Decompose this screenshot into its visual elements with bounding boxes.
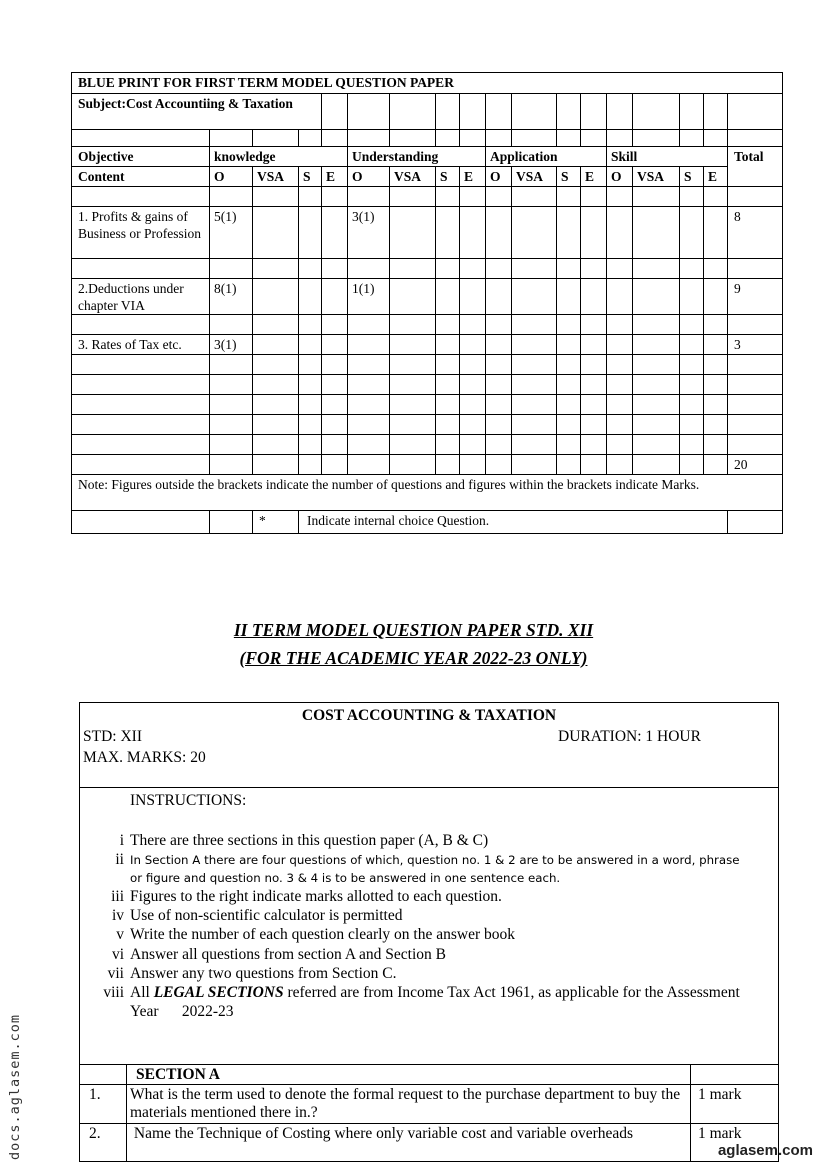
subcol-s: S [299, 167, 322, 187]
topic-name: 1. Profits & gains of Business or Profession [72, 207, 210, 259]
table-row [72, 279, 783, 315]
topic-name: 3. Rates of Tax etc. [72, 335, 210, 355]
instruction-item: vii Answer any two questions from Section C. [107, 965, 397, 982]
understanding-o-cell: 1(1) [348, 279, 390, 315]
question-marks: 1 mark [698, 1125, 742, 1142]
question-text: Name the Technique of Costing where only variable cost and variable overheads [130, 1125, 634, 1142]
grand-total: 20 [728, 455, 783, 475]
note-text: Note: Figures outside the brackets indicate the number of questions and figures within the brackets indicate Marks. [72, 475, 783, 511]
topic-total: 9 [728, 279, 783, 315]
group-knowledge: knowledge [210, 147, 348, 167]
instruction-item: iii Figures to the right indicate marks allotted to each question. [111, 888, 502, 905]
question-number: 1. [89, 1086, 101, 1103]
subject-label: Subject:Cost Accountiing & Taxation [72, 94, 322, 130]
subcol-o: O [607, 167, 633, 187]
legal-sections-emphasis: LEGAL SECTIONS [153, 984, 284, 1001]
total-label: Total [728, 147, 783, 167]
subcol-vsa: VSA [253, 167, 299, 187]
objective-label: Objective [72, 147, 210, 167]
instruction-item-cont: Year 2022-23 [130, 1003, 234, 1020]
subcol-vsa: VSA [633, 167, 680, 187]
instructions-label: INSTRUCTIONS: [130, 792, 247, 809]
blueprint-title: BLUE PRINT FOR FIRST TERM MODEL QUESTION PAPER [72, 73, 783, 94]
subcol-e: E [322, 167, 348, 187]
subcol-o: O [210, 167, 253, 187]
instruction-item: vi Answer all questions from section A and Section B [111, 946, 446, 963]
subcol-s: S [680, 167, 704, 187]
paper-heading-line2: (FOR THE ACADEMIC YEAR 2022-23 ONLY) [239, 648, 588, 668]
knowledge-o-cell: 8(1) [210, 279, 253, 315]
paper-title: COST ACCOUNTING & TAXATION [301, 707, 557, 724]
subcol-s: S [557, 167, 581, 187]
group-understanding: Understanding [348, 147, 486, 167]
subcol-e: E [460, 167, 486, 187]
table-row [72, 335, 783, 355]
subcol-vsa: VSA [512, 167, 557, 187]
choice-text: Indicate internal choice Question. [299, 511, 728, 534]
subcol-s: S [436, 167, 460, 187]
table-row [72, 207, 783, 259]
subcol-e: E [581, 167, 607, 187]
instruction-item: iv Use of non-scientific calculator is permitted [111, 907, 403, 924]
choice-marker: * [253, 511, 299, 534]
instruction-item: ii In Section A there are four questions of which, question no. 1 & 2 are to be answered in a word, phrase [115, 851, 740, 868]
group-skill: Skill [607, 147, 728, 167]
question-marks: 1 mark [698, 1086, 742, 1103]
paper-heading-line1: II TERM MODEL QUESTION PAPER STD. XII [233, 620, 594, 640]
duration-label: DURATION: 1 HOUR [558, 728, 701, 745]
topic-total: 3 [728, 335, 783, 355]
instruction-item: v Write the number of each question clearly on the answer book [116, 926, 516, 943]
side-watermark: docs.aglasem.com [7, 1013, 23, 1160]
topic-name: 2.Deductions under chapter VIA [72, 279, 210, 315]
instruction-item: viii All LEGAL SECTIONS referred are from Income Tax Act 1961, as applicable for the Assessment [103, 984, 740, 1001]
question-paper [79, 702, 779, 1162]
instruction-item-cont: or figure and question no. 3 & 4 is to be answered in one sentence each. [130, 871, 561, 885]
aglasem-logo: aglasem.com [717, 1142, 813, 1159]
understanding-o-cell: 3(1) [348, 207, 390, 259]
subcol-vsa: VSA [390, 167, 436, 187]
question-number: 2. [89, 1125, 101, 1142]
subcol-o: O [348, 167, 390, 187]
instruction-item: i There are three sections in this question paper (A, B & C) [119, 832, 489, 849]
max-marks-label: MAX. MARKS: 20 [83, 749, 206, 766]
std-label: STD: XII [83, 728, 142, 745]
knowledge-o-cell: 3(1) [210, 335, 253, 355]
section-a-label: SECTION A [136, 1066, 220, 1083]
subcol-o: O [486, 167, 512, 187]
question-text: What is the term used to denote the formal request to the purchase department to buy the materials mentioned there in.? [130, 1086, 681, 1121]
group-application: Application [486, 147, 607, 167]
blueprint-table [71, 72, 783, 534]
topic-total: 8 [728, 207, 783, 259]
subcol-e: E [704, 167, 728, 187]
knowledge-o-cell: 5(1) [210, 207, 253, 259]
content-label: Content [72, 167, 210, 187]
